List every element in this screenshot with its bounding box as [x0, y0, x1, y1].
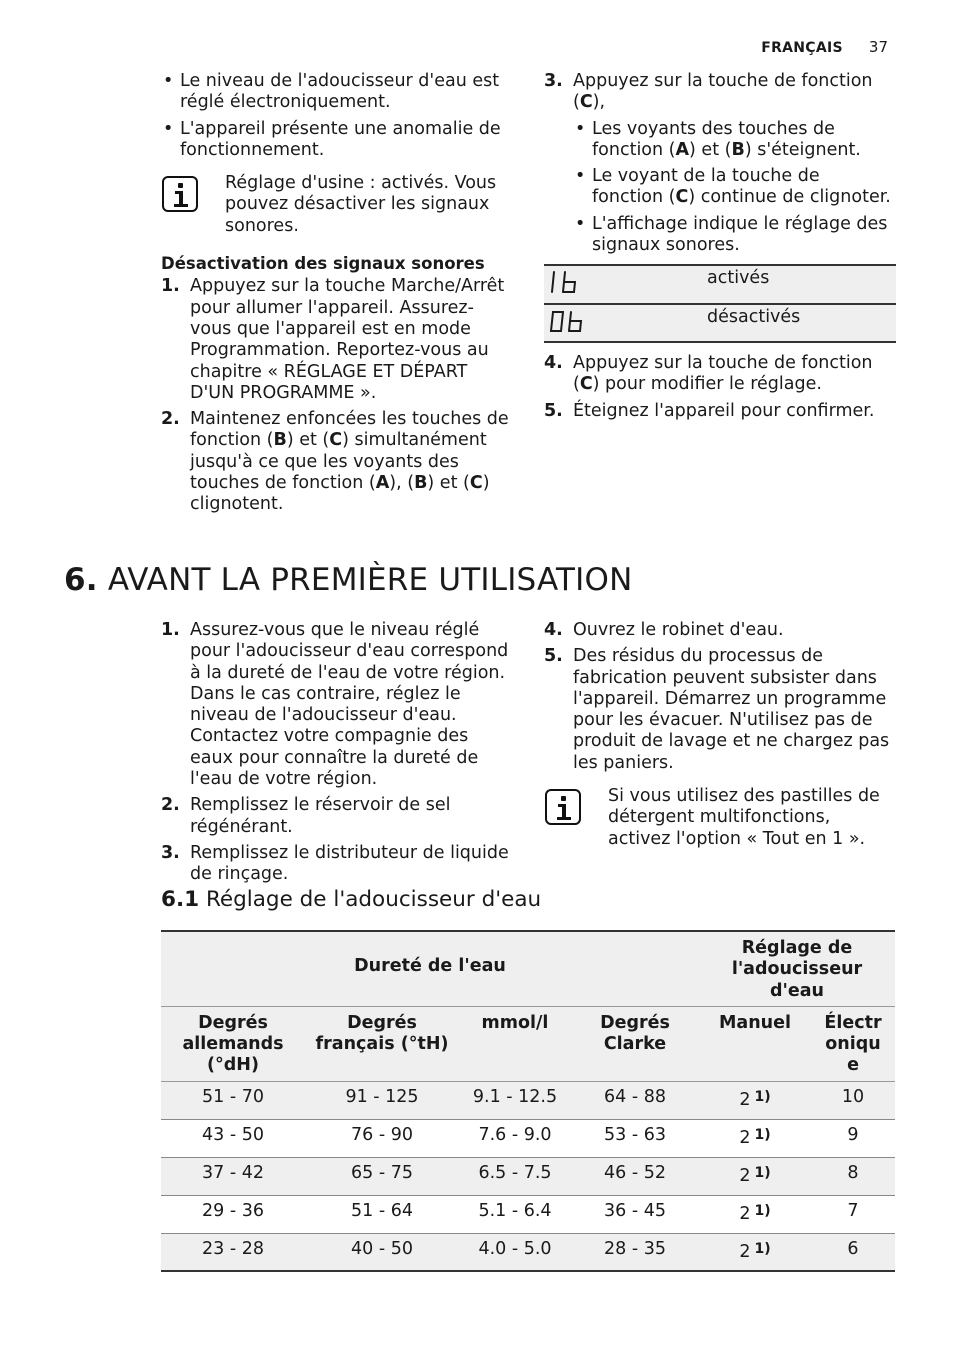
table-cell: 23 - 28	[161, 1233, 305, 1271]
hardness-table	[161, 930, 895, 1272]
step-number: 1.	[161, 276, 180, 297]
step-number: 1.	[161, 620, 180, 640]
table-cell: 10	[811, 1081, 895, 1119]
list-item	[573, 166, 896, 209]
table-row	[161, 1195, 895, 1233]
steps-list	[544, 71, 896, 256]
steps-list	[544, 620, 896, 774]
display-label: activés	[707, 265, 896, 303]
step-text: ) et (	[427, 473, 470, 494]
manual-value: 2	[739, 1241, 751, 1262]
table-cell: 36 - 45	[571, 1195, 699, 1233]
table-cell: 51 - 64	[305, 1195, 459, 1233]
step-text: Remplissez le réservoir de sel régénérant.	[190, 795, 451, 837]
list-item	[161, 276, 513, 404]
key-label: C	[329, 430, 343, 451]
table-cell: 51 - 70	[161, 1081, 305, 1119]
key-label: C	[579, 92, 593, 113]
table-header-row	[161, 1006, 895, 1081]
list-item	[544, 71, 896, 256]
step-number: 5.	[544, 400, 563, 421]
footnote-ref: 1)	[754, 1126, 771, 1143]
subsection-number: 6.1	[161, 887, 200, 912]
step-text: ) clignotent.	[190, 473, 490, 515]
list-item	[161, 409, 513, 515]
table-cell	[699, 1119, 811, 1157]
step-text: Appuyez sur la touche de fonction (	[573, 71, 873, 113]
footnote-ref: 1)	[754, 1088, 771, 1105]
list-item	[544, 620, 896, 641]
step-number: 2.	[161, 409, 180, 430]
segment-1b-icon	[548, 268, 582, 296]
page-number: 37	[868, 38, 888, 56]
step-text: Ouvrez le robinet d'eau.	[573, 620, 784, 640]
group-header-hardness: Dureté de l'eau	[161, 931, 699, 1006]
step-text: Appuyez sur la touche de fonction (	[573, 352, 873, 395]
table-cell: 76 - 90	[305, 1119, 459, 1157]
table-cell: 6	[811, 1233, 895, 1271]
table-cell: 28 - 35	[571, 1233, 699, 1271]
step-number: 2.	[161, 795, 180, 816]
display-table	[544, 264, 896, 343]
footnote-ref: 1)	[754, 1240, 771, 1257]
table-row	[544, 265, 896, 303]
segment-display	[544, 304, 707, 342]
segment-display	[544, 265, 707, 303]
column-header: Degrés Clarke	[571, 1006, 699, 1081]
key-label: B	[731, 139, 745, 160]
manual-value: 2	[739, 1089, 751, 1110]
manual-value: 2	[739, 1203, 751, 1224]
column-header: mmol/l	[459, 1006, 571, 1081]
step-number: 3.	[161, 842, 180, 863]
step-text: Éteignez l'appareil pour confirmer.	[573, 400, 875, 421]
table-cell: 6.5 - 7.5	[459, 1157, 571, 1195]
table-cell: 46 - 52	[571, 1157, 699, 1195]
subsection-title: Réglage de l'adoucisseur d'eau	[205, 887, 542, 912]
table-cell	[699, 1233, 811, 1271]
step-text: ) pour modifier le réglage.	[592, 374, 822, 395]
note-text: Si vous utilisez des pastilles de détergent multifonctions, activez l'option « Tout en 1 ».	[608, 786, 880, 849]
table-cell: 8	[811, 1157, 895, 1195]
table-cell: 7	[811, 1195, 895, 1233]
step-number: 4.	[544, 352, 563, 373]
segment-0b-icon	[548, 307, 588, 335]
key-label: B	[414, 473, 428, 494]
key-label: C	[469, 473, 483, 494]
key-label: C	[579, 374, 593, 395]
step-number: 3.	[544, 71, 563, 91]
section-number: 6.	[64, 562, 98, 598]
table-cell: 4.0 - 5.0	[459, 1233, 571, 1271]
table-cell: 40 - 50	[305, 1233, 459, 1271]
step-number: 5.	[544, 646, 563, 667]
section6-left	[161, 620, 515, 891]
step-text: ), (	[389, 473, 415, 494]
table-cell: 91 - 125	[305, 1081, 459, 1119]
list-item	[161, 620, 515, 790]
right-column	[544, 71, 896, 427]
info-note	[544, 786, 894, 850]
list-item	[544, 401, 896, 422]
key-label: B	[273, 430, 287, 451]
bullet-text: ) s'éteignent.	[744, 139, 861, 160]
table-cell: 43 - 50	[161, 1119, 305, 1157]
bullet-list	[161, 71, 513, 161]
table-cell: 5.1 - 6.4	[459, 1195, 571, 1233]
bullet-text: ) et (	[689, 139, 732, 160]
table-cell: 65 - 75	[305, 1157, 459, 1195]
subheading: Désactivation des signaux sonores	[161, 254, 485, 274]
manual-value: 2	[739, 1127, 751, 1148]
column-header	[811, 1006, 895, 1081]
list-item: • L'affichage indique le réglage des signaux sonores.	[573, 214, 896, 257]
table-cell	[699, 1195, 811, 1233]
table-cell: 64 - 88	[571, 1081, 699, 1119]
step-text: Appuyez sur la touche Marche/Arrêt pour allumer l'appareil. Assurez-vous que l'appareil est en mode Programmation. Reportez-vous au chapitre « RÉGLAGE ET DÉPART D'UN PROGRAMME ».	[190, 276, 505, 403]
list-item: • L'appareil présente une anomalie de fonctionnement.	[161, 119, 513, 162]
steps-list	[161, 620, 515, 886]
table-header-row	[161, 931, 895, 1006]
header-language: FRANÇAIS	[761, 40, 843, 56]
info-icon	[162, 176, 198, 212]
group-header-setting: Réglage de l'adoucisseur d'eau	[699, 931, 895, 1006]
section6-right	[544, 620, 896, 850]
steps-list	[161, 276, 513, 515]
table-row	[161, 1157, 895, 1195]
bullet-text: Le voyant de la touche de fonction (	[592, 166, 820, 208]
key-label: A	[675, 139, 690, 160]
table-row	[161, 1233, 895, 1271]
step-text: ) et (	[286, 430, 330, 451]
column-header: Degrés allemands (°dH)	[161, 1006, 305, 1081]
list-item: • Le niveau de l'adoucisseur d'eau est réglé électroniquement.	[161, 71, 513, 114]
step-number: 4.	[544, 620, 563, 640]
hardness-table-wrapper	[161, 930, 895, 1272]
column-header: Manuel	[699, 1006, 811, 1081]
table-cell	[699, 1157, 811, 1195]
info-note	[161, 173, 511, 237]
page-header	[761, 38, 888, 56]
table-cell: 53 - 63	[571, 1119, 699, 1157]
table-cell: 37 - 42	[161, 1157, 305, 1195]
step-text: Remplissez le distributeur de liquide de rinçage.	[190, 842, 509, 885]
section-heading	[64, 562, 632, 598]
table-row	[544, 304, 896, 342]
bullet-list	[573, 119, 896, 257]
step-text: Des résidus du processus de fabrication peuvent subsister dans l'appareil. Démarrez un programme pour les évacuer. N'utilisez pas de produit de lavage et ne chargez pas les paniers.	[573, 646, 890, 773]
key-label: A	[375, 473, 390, 494]
bullet-text: Les voyants des touches de fonction (	[592, 118, 835, 160]
step-text: ) simultanément jusqu'à ce que les voyants des touches de fonction (	[190, 430, 487, 494]
left-column	[161, 71, 513, 521]
step-text: Maintenez enfoncées les touches de fonction (	[190, 409, 509, 451]
list-item	[161, 843, 515, 886]
footnote-ref: 1)	[754, 1164, 771, 1181]
column-header: Degrés français (°tH)	[305, 1006, 459, 1081]
subsection-heading	[161, 887, 541, 912]
table-row	[161, 1081, 895, 1119]
table-cell: 29 - 36	[161, 1195, 305, 1233]
table-row	[161, 1119, 895, 1157]
list-item	[544, 353, 896, 396]
table-cell: 7.6 - 9.0	[459, 1119, 571, 1157]
display-label: désactivés	[707, 304, 896, 342]
table-cell	[699, 1081, 811, 1119]
list-item	[573, 119, 896, 162]
step-text: Assurez-vous que le niveau réglé pour l'adoucisseur d'eau correspond à la dureté de l'eau de votre région. Dans le cas contraire, réglez le niveau de l'adoucisseur d'eau. Contactez votre compagnie des eaux pour connaître la dureté de l'eau de votre région.	[190, 620, 509, 790]
manual-value: 2	[739, 1165, 751, 1186]
steps-list	[544, 353, 896, 422]
table-cell: 9.1 - 12.5	[459, 1081, 571, 1119]
step-text: ),	[592, 92, 606, 113]
note-text: Réglage d'usine : activés. Vous pouvez désactiver les signaux sonores.	[225, 173, 497, 236]
list-item	[544, 646, 896, 774]
footnote-ref: 1)	[754, 1202, 771, 1219]
table-cell: 9	[811, 1119, 895, 1157]
info-icon	[545, 789, 581, 825]
bullet-text: ) continue de clignoter.	[688, 187, 891, 208]
list-item	[161, 795, 515, 838]
column-header-text: Électronique	[824, 1012, 882, 1076]
section-title: AVANT LA PREMIÈRE UTILISATION	[107, 562, 633, 598]
key-label: C	[675, 187, 689, 208]
